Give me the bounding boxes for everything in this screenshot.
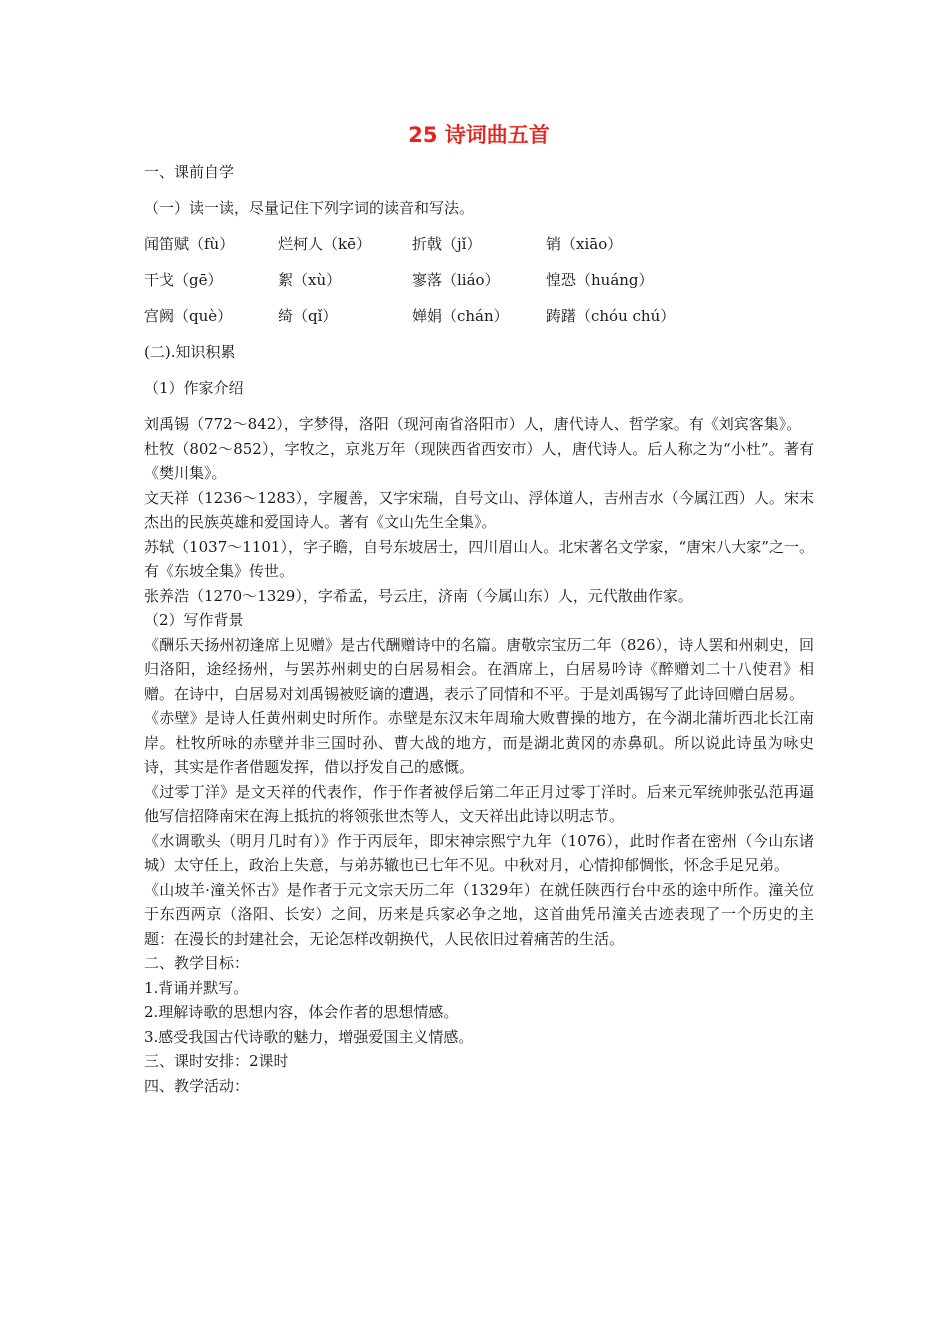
goal-item: 3.感受我国古代诗歌的魅力，增强爱国主义情感。: [144, 1027, 474, 1046]
section-heading-self-study: 一、课前自学: [144, 163, 235, 181]
goal-item: 1.背诵并默写。: [144, 978, 249, 997]
vocab-row: [144, 262, 814, 298]
vocab-item: 絮（xù）: [278, 271, 342, 289]
section-heading-activities: 四、教学活动：: [144, 1076, 250, 1095]
vocab-item: 干戈（gē）: [144, 271, 223, 289]
vocab-item: 婵娟（chán）: [412, 307, 509, 325]
vocab-row: [144, 298, 814, 334]
authors-heading: （1）作家介绍: [144, 379, 244, 397]
goal-item: 2.理解诗歌的思想内容，体会作者的思想情感。: [144, 1003, 459, 1021]
author-paragraph: 刘禹锡（772～842），字梦得，洛阳（现河南省洛阳市）人，唐代诗人、哲学家。有《刘宾客集》。: [144, 415, 802, 433]
vocab-item: 折戟（jǐ）: [412, 235, 482, 253]
author-paragraph: 张养浩（1270～1329），字希孟，号云庄，济南（今属山东）人，元代散曲作家。: [144, 586, 693, 605]
vocab-item: 宫阙（què）: [144, 307, 233, 325]
document-page: [144, 118, 814, 1098]
background-paragraph: 《过零丁洋》是文天祥的代表作，作于作者被俘后第二年正月过零丁洋时。后来元军统帅张弘范再逼他写信招降南宋在海上抵抗的将领张世杰等人，文天祥出此诗以明志节。: [144, 782, 814, 825]
background-paragraph: 《赤壁》是诗人任黄州刺史时所作。赤壁是东汉末年周瑜大败曹操的地方，在今湖北蒲圻西北长江南岸。杜牧所咏的赤壁并非三国时孙、曹大战的地方，而是湖北黄冈的赤鼻矶。所以说此诗虽为咏史诗，其实是作者借题发挥，借以抒发自己的感慨。: [144, 709, 814, 776]
background-heading: （2）写作背景: [144, 611, 244, 629]
subsection-read-instructions: （一）读一读，尽量记住下列字词的读音和写法。: [144, 199, 475, 217]
vocab-row: [144, 226, 814, 262]
section-heading-schedule: 三、课时安排：2课时: [144, 1052, 289, 1070]
author-paragraph: 杜牧（802～852），字牧之，京兆万年（现陕西省西安市）人，唐代诗人。后人称之为“小杜”。著有《樊川集》。: [144, 439, 814, 482]
vocab-item: 烂柯人（kē）: [278, 235, 371, 253]
background-paragraph: 《水调歌头（明月几时有）》作于丙辰年，即宋神宗熙宁九年（1076），此时作者在密州（今山东诸城）太守任上，政治上失意，与弟苏辙也已七年不见。中秋对月，心情抑郁惆怅，怀念手足兄弟。: [144, 831, 814, 874]
subsection-knowledge: (二).知识积累: [144, 343, 236, 361]
vocab-item: 踌躇（chóu chú）: [546, 307, 676, 325]
vocab-item: 销（xiāo）: [546, 235, 623, 253]
vocab-item: 惶恐（huáng）: [546, 271, 654, 289]
vocab-item: 闻笛赋（fù）: [144, 235, 235, 253]
author-paragraph: 文天祥（1236～1283），字履善，又字宋瑞，自号文山、浮体道人，吉州吉水（今属江西）人。宋末杰出的民族英雄和爱国诗人。著有《文山先生全集》。: [144, 488, 814, 531]
page-title: 25 诗词曲五首: [408, 123, 550, 147]
vocab-item: 绮（qǐ）: [278, 307, 338, 325]
background-paragraph: 《酬乐天扬州初逢席上见赠》是古代酬赠诗中的名篇。唐敬宗宝历二年（826），诗人罢和州刺史，回归洛阳，途经扬州，与罢苏州刺史的白居易相会。在酒席上，白居易吟诗《醉赠刘二十八使君》相赠。在诗中，白居易对刘禹锡被贬谪的遭遇，表示了同情和不平。于是刘禹锡写了此诗回赠白居易。: [144, 635, 814, 703]
author-paragraph: 苏轼（1037～1101），字子瞻，自号东坡居士，四川眉山人。北宋著名文学家，“唐宋八大家”之一。有《东坡全集》传世。: [144, 537, 814, 580]
section-heading-goals: 二、教学目标：: [144, 954, 250, 972]
vocab-item: 寥落（liáo）: [412, 271, 500, 289]
background-paragraph: 《山坡羊·潼关怀古》是作者于元文宗天历二年（1329年）在就任陕西行台中丞的途中所作。潼关位于东西两京（洛阳、长安）之间，历来是兵家必争之地，这首曲凭吊潼关古迹表现了一个历史的主题：在漫长的封建社会，无论怎样改朝换代，人民依旧过着痛苦的生活。: [144, 880, 814, 948]
